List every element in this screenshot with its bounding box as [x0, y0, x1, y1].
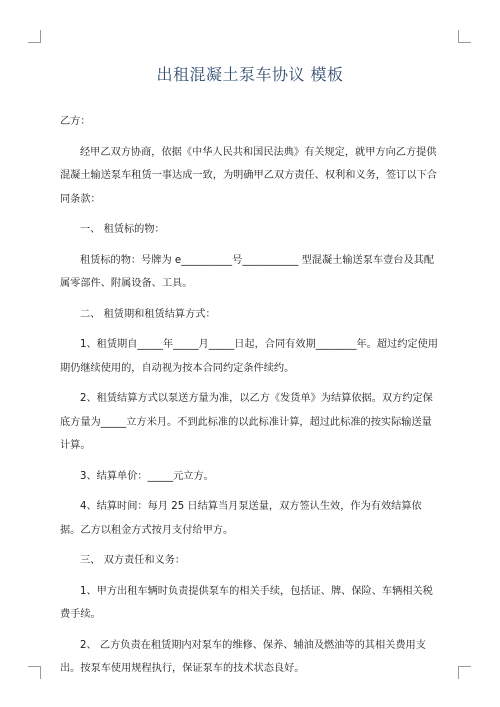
- clause-paragraph: 3、结算单价：_____元立方。: [80, 470, 214, 482]
- clause-paragraph: 4、结算时间：每月 25 日结算当月泵送量，双方签认生效，作为有效结算依据。乙方以租金方式按月支付给甲方。: [60, 501, 422, 536]
- section-heading-2: 二、 租赁期和租赁结算方式：: [80, 308, 216, 320]
- clause-paragraph: 租赁标的物：号牌为 e__________号___________ 型混凝土输送泵车壹台及其配属零部件、附属设备、工具。: [60, 254, 435, 289]
- document-title: 出租混凝土泵车协议 模板: [156, 65, 344, 84]
- corner-mark-bottom-right: [458, 666, 471, 679]
- clause-paragraph: 2、租赁结算方式以泵送方量为准，以乙方《发货单》为结算依据。双方约定保底方量为_____立方米月。不到此标准的以此标准计算，超过此标准的按实际输送量计算。: [60, 393, 433, 451]
- corner-mark-top-right: [458, 30, 471, 43]
- section-heading-3: 三、 双方责任和义务：: [80, 555, 186, 566]
- clause-paragraph: 2、 乙方负责在租赁期内对泵车的维修、保养、辅油及燃油等的其相关费用支出。按泵车使用规程执行，保证泵车的技术状态良好。: [60, 639, 426, 674]
- party-b-line: 乙方：: [60, 116, 91, 127]
- corner-mark-bottom-left: [28, 666, 41, 679]
- clause-paragraph: 1、租赁期自_____年_____月_____日起，合同有效期________年。超过约定使用期仍继续使用的，自动视为按本合同约定条件续约。: [60, 339, 438, 374]
- corner-mark-top-left: [28, 30, 41, 43]
- intro-paragraph: 经甲乙双方协商，依据《中华人民共和国民法典》有关规定，就甲方向乙方提供混凝土输送泵车租赁一事达成一致，为明确甲乙双方责任、权利和义务，签订以下合同条款：: [60, 146, 437, 205]
- clause-paragraph: 1、甲方出租车辆时负责提供泵车的相关手续，包括证、牌、保险、车辆相关税费手续。: [60, 585, 433, 620]
- section-heading-1: 一、 租赁标的物：: [80, 224, 165, 235]
- document-body: [60, 110, 442, 681]
